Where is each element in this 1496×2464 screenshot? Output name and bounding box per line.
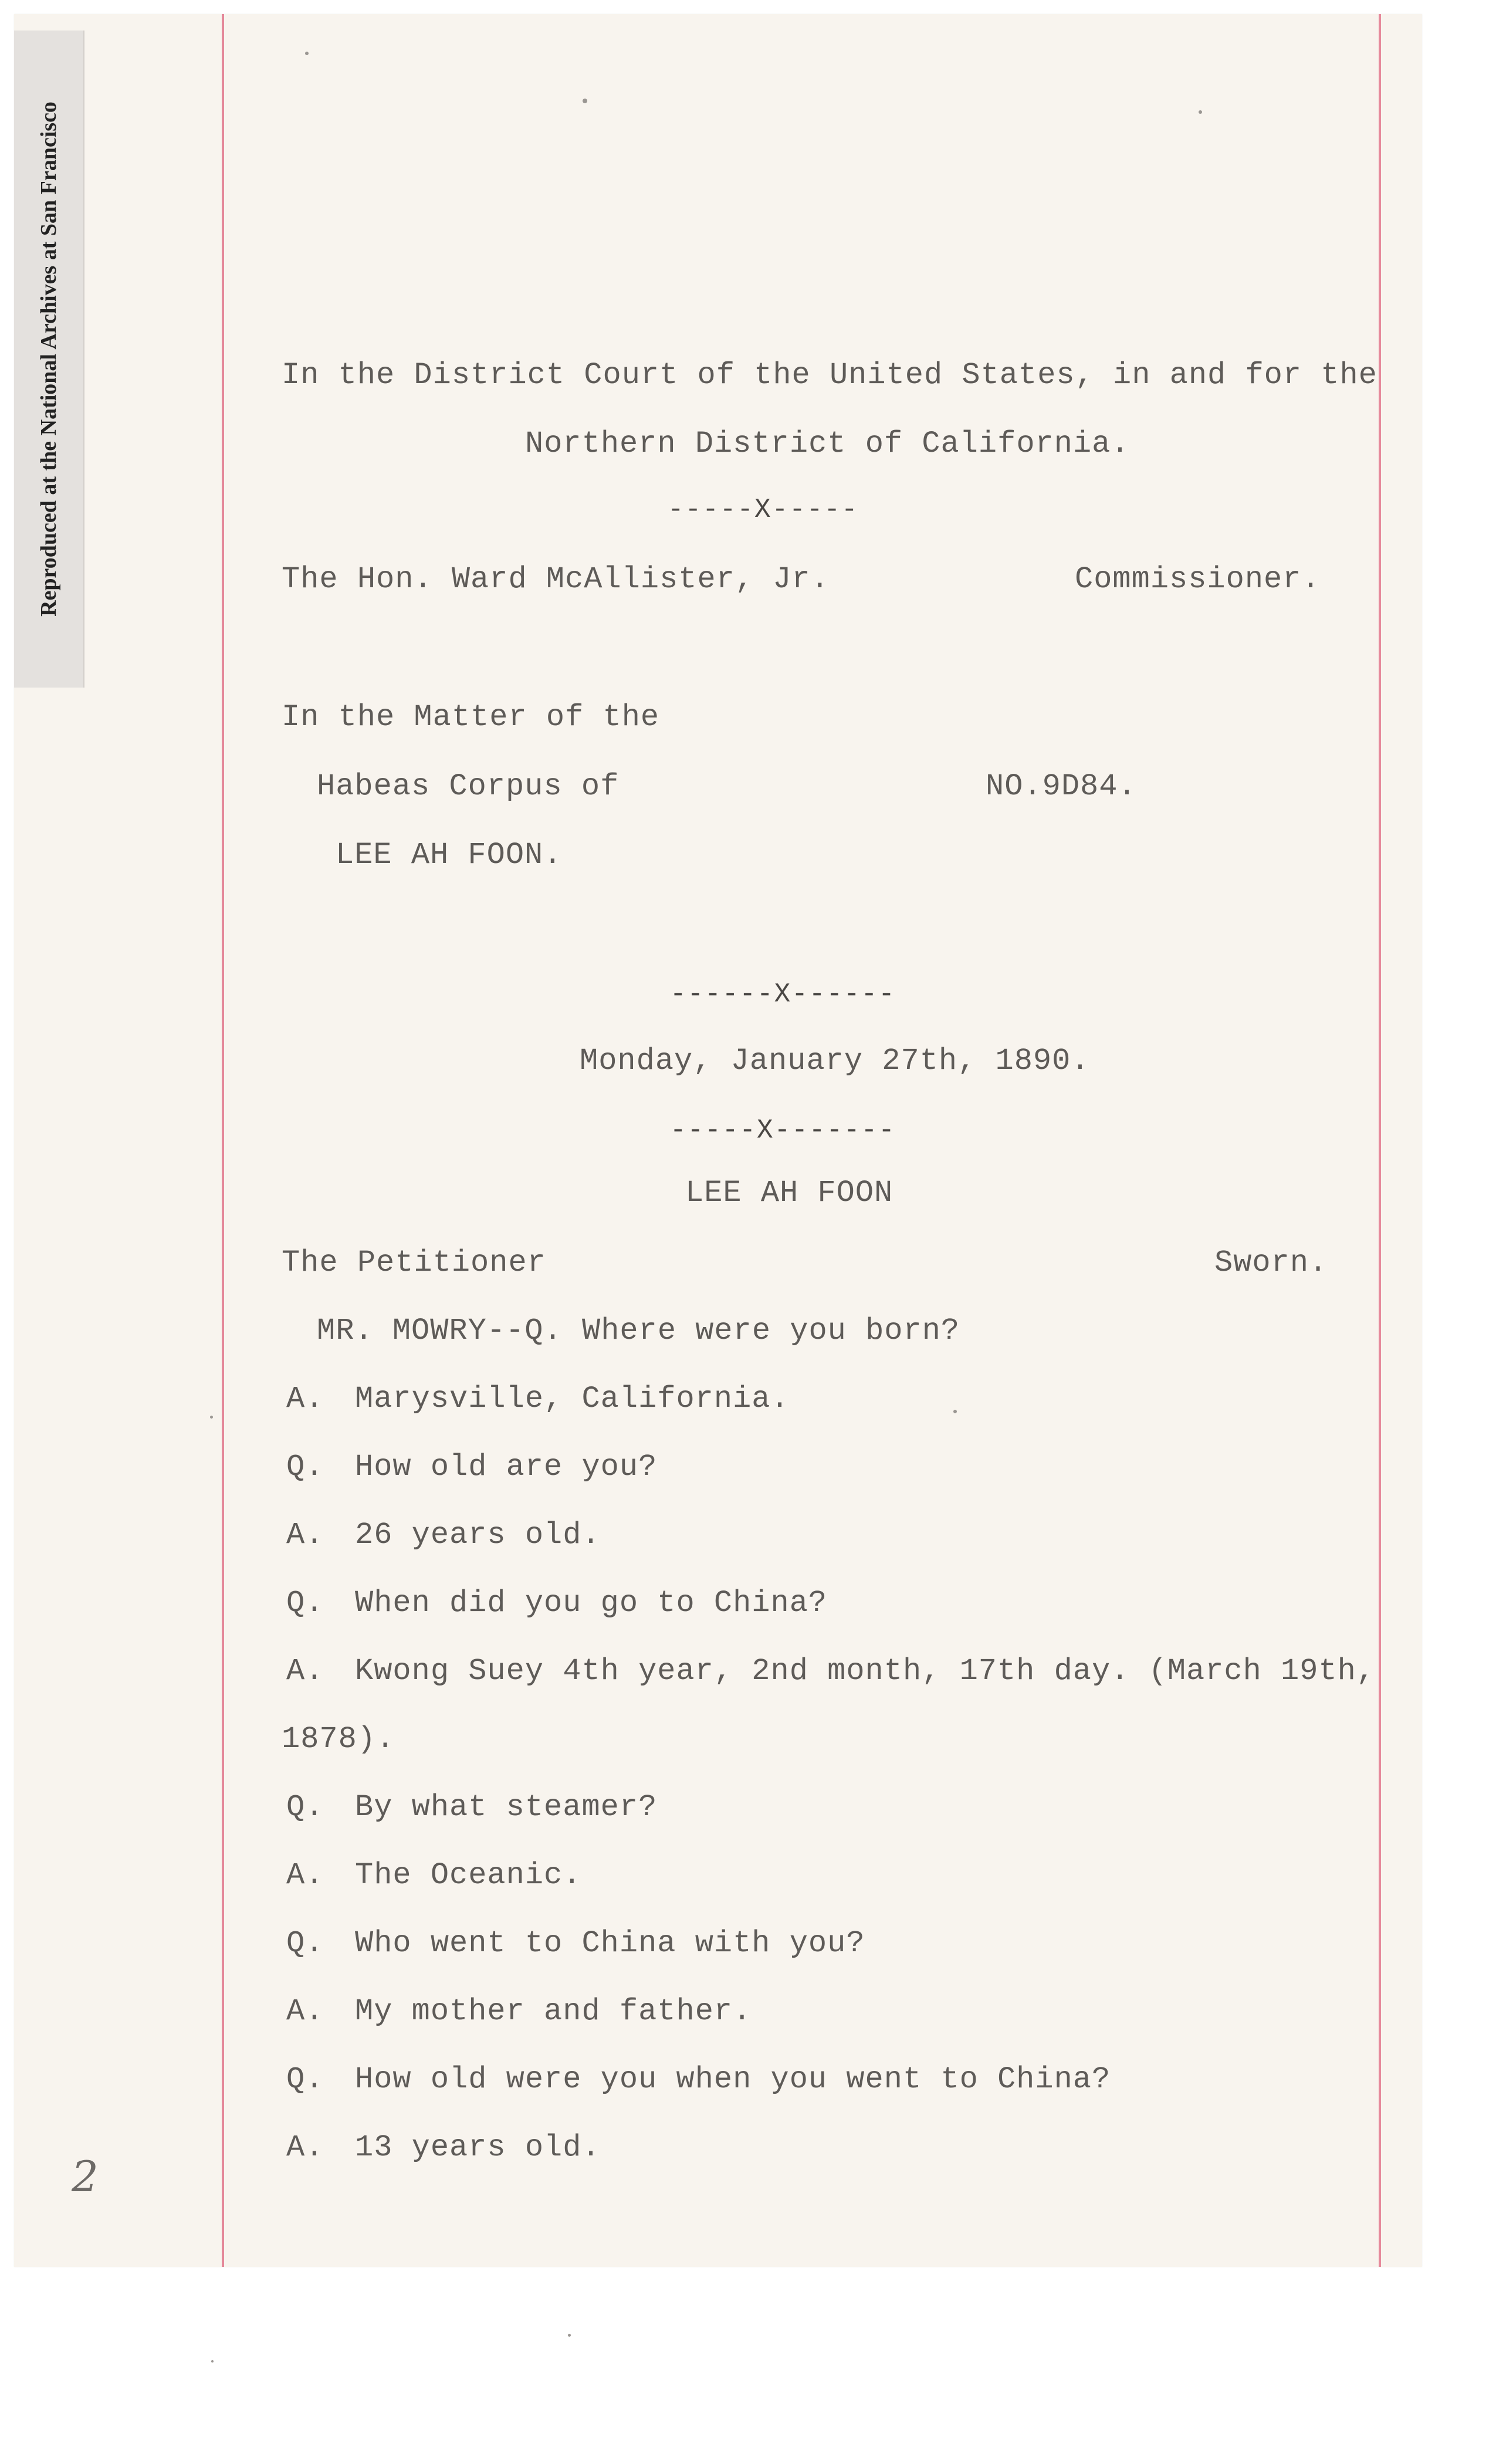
judge-title: Commissioner. bbox=[1075, 562, 1321, 597]
exam-line-12-text: How old were you when you went to China? bbox=[355, 2062, 1111, 2097]
paper-speck bbox=[1199, 110, 1202, 114]
exam-line-7-text: 1878). bbox=[282, 1722, 395, 1756]
exam-line-4-text: 26 years old. bbox=[355, 1518, 601, 1552]
hearing-date: Monday, January 27th, 1890. bbox=[580, 1044, 1090, 1078]
witness-role: The Petitioner bbox=[282, 1245, 546, 1280]
exam-line-3-text: How old are you? bbox=[355, 1450, 658, 1484]
exam-line-13-label: A. bbox=[286, 2130, 324, 2165]
paper-speck bbox=[583, 99, 587, 103]
exam-line-10-text: Who went to China with you? bbox=[355, 1926, 865, 1961]
witness-name: LEE AH FOON bbox=[685, 1176, 893, 1210]
paper-speck bbox=[211, 2360, 214, 2363]
matter-line-2: Habeas Corpus of bbox=[317, 769, 620, 804]
exam-line-9-text: The Oceanic. bbox=[355, 1858, 582, 1893]
exam-line-5-text: When did you go to China? bbox=[355, 1586, 828, 1620]
paper-speck bbox=[953, 1410, 957, 1413]
exam-line-11-label: A. bbox=[286, 1994, 324, 2029]
exam-line-3-label: Q. bbox=[286, 1450, 324, 1484]
paper-speck bbox=[210, 1416, 213, 1419]
left-margin-rule bbox=[222, 14, 224, 2267]
exam-line-8-text: By what steamer? bbox=[355, 1790, 658, 1825]
exam-line-9-label: A. bbox=[286, 1858, 324, 1893]
separator-3: -----X------- bbox=[670, 1115, 896, 1146]
exam-line-1-text: Where were you born? bbox=[582, 1314, 960, 1348]
judge-name: The Hon. Ward McAllister, Jr. bbox=[282, 562, 830, 597]
matter-line-1: In the Matter of the bbox=[282, 700, 660, 735]
right-margin-rule bbox=[1379, 14, 1381, 2267]
matter-line-3: LEE AH FOON. bbox=[336, 838, 563, 872]
exam-line-11-text: My mother and father. bbox=[355, 1994, 752, 2029]
paper-speck bbox=[305, 52, 309, 55]
exam-line-2-text: Marysville, California. bbox=[355, 1382, 790, 1416]
archive-stamp bbox=[14, 31, 84, 688]
exam-line-13-text: 13 years old. bbox=[355, 2130, 601, 2165]
court-title-line-2: Northern District of California. bbox=[525, 427, 1130, 461]
exam-line-6-text: Kwong Suey 4th year, 2nd month, 17th day. (March 19th, bbox=[355, 1654, 1376, 1688]
exam-line-6-label: A. bbox=[286, 1654, 324, 1688]
exam-line-10-label: Q. bbox=[286, 1926, 324, 1961]
case-number: NO.9D84. bbox=[986, 769, 1137, 804]
court-title-line-1: In the District Court of the United States, in and for the bbox=[282, 358, 1377, 392]
paper-speck bbox=[568, 2334, 571, 2337]
exam-line-1-label: MR. MOWRY--Q. bbox=[317, 1314, 563, 1348]
separator-1: -----X----- bbox=[668, 495, 859, 525]
exam-line-4-label: A. bbox=[286, 1518, 324, 1552]
exam-line-12-label: Q. bbox=[286, 2062, 324, 2097]
archive-stamp-text: Reproduced at the National Archives at San Francisco bbox=[36, 101, 62, 617]
exam-line-5-label: Q. bbox=[286, 1586, 324, 1620]
witness-status: Sworn. bbox=[1214, 1245, 1328, 1280]
separator-2: ------X------ bbox=[670, 979, 896, 1010]
page-number: 2 bbox=[72, 2152, 99, 2201]
exam-line-2-label: A. bbox=[286, 1382, 324, 1416]
exam-line-8-label: Q. bbox=[286, 1790, 324, 1825]
